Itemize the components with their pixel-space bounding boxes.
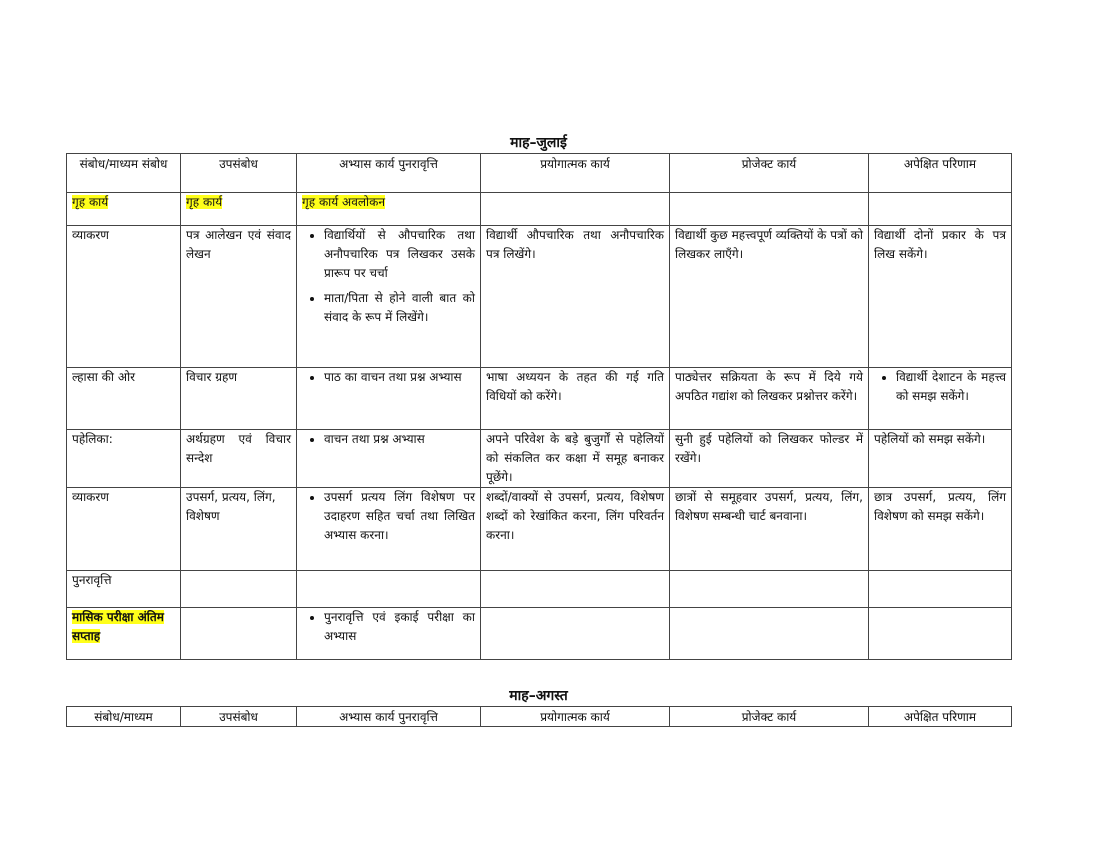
concept-cell: ल्हासा की ओर <box>67 368 181 430</box>
table-row <box>67 368 1012 430</box>
table-row <box>67 430 1012 488</box>
header-concept: संबोध/माध्यम संबोध <box>67 154 181 193</box>
header-expected-outcome: अपेक्षित परिणाम <box>869 707 1012 727</box>
practical-cell: विद्यार्थी औपचारिक तथा अनौपचारिक पत्र लिखेंगे। <box>481 226 670 368</box>
concept-cell: पुनरावृत्ति <box>67 571 181 608</box>
concept-cell: व्याकरण <box>67 488 181 571</box>
project-cell <box>670 608 869 660</box>
table-header-row <box>67 707 1012 727</box>
subconcept-cell <box>181 571 297 608</box>
table-row <box>67 571 1012 608</box>
concept-cell: व्याकरण <box>67 226 181 368</box>
practice-cell <box>297 608 481 660</box>
month-title-august: माह–अगस्त <box>509 688 568 704</box>
month-title-july: माह–जुलाई <box>510 135 567 151</box>
concept-cell: गृह कार्य <box>67 193 181 226</box>
header-practice-revision: अभ्यास कार्य पुनरावृत्ति <box>297 707 481 727</box>
practice-cell <box>297 430 481 488</box>
project-cell: सुनी हुई पहेलियों को लिखकर फोल्डर में रखेंगे। <box>670 430 869 488</box>
outcome-cell <box>869 571 1012 608</box>
table-row <box>67 488 1012 571</box>
outcome-cell: पहेलियों को समझ सकेंगे। <box>869 430 1012 488</box>
header-practice-revision: अभ्यास कार्य पुनरावृत्ति <box>297 154 481 193</box>
header-expected-outcome: अपेक्षित परिणाम <box>869 154 1012 193</box>
subconcept-cell: विचार ग्रहण <box>181 368 297 430</box>
header-project-work: प्रोजेक्ट कार्य <box>670 154 869 193</box>
table-row <box>67 226 1012 368</box>
outcome-cell: छात्र उपसर्ग, प्रत्यय, लिंग विशेषण को समझ सकेंगे। <box>869 488 1012 571</box>
list-item: • पाठ का वाचन तथा प्रश्न अभ्यास <box>324 368 475 387</box>
table-header-row <box>67 154 1012 193</box>
project-cell: विद्यार्थी कुछ महत्त्वपूर्ण व्यक्तियों के पत्रों को लिखकर लाएँगे। <box>670 226 869 368</box>
list-item: • विद्यार्थियों से औपचारिक तथा अनौपचारिक पत्र लिखकर उसके प्रारूप पर चर्चा <box>324 226 475 283</box>
practical-cell: अपने परिवेश के बड़े बुजुर्गों से पहेलियों को संकलित कर कक्षा में समूह बनाकर पूछेंगे। <box>481 430 670 488</box>
practice-cell: गृह कार्य अवलोकन <box>297 193 481 226</box>
practice-cell <box>297 368 481 430</box>
header-project-work: प्रोजेक्ट कार्य <box>670 707 869 727</box>
practical-cell <box>481 571 670 608</box>
practical-cell: भाषा अध्ययन के तहत की गई गति विधियों को करेंगे। <box>481 368 670 430</box>
outcome-cell <box>869 193 1012 226</box>
list-item: • वाचन तथा प्रश्न अभ्यास <box>324 430 475 449</box>
table-row <box>67 193 1012 226</box>
practice-cell <box>297 226 481 368</box>
project-cell <box>670 571 869 608</box>
project-cell <box>670 193 869 226</box>
project-cell: छात्रों से समूहवार उपसर्ग, प्रत्यय, लिंग, विशेषण सम्बन्धी चार्ट बनवाना। <box>670 488 869 571</box>
practical-cell: शब्दों/वाक्यों से उपसर्ग, प्रत्यय, विशेषण शब्दों को रेखांकित करना, लिंग परिवर्तन करना। <box>481 488 670 571</box>
outcome-cell: विद्यार्थी दोनों प्रकार के पत्र लिख सकेंगे। <box>869 226 1012 368</box>
subconcept-cell: गृह कार्य <box>181 193 297 226</box>
list-item: • पुनरावृत्ति एवं इकाई परीक्षा का अभ्यास <box>324 608 475 646</box>
header-subconcept: उपसंबोध <box>181 154 297 193</box>
outcome-cell <box>869 608 1012 660</box>
list-item: • विद्यार्थी देशाटन के महत्त्व को समझ सकेंगे। <box>896 368 1006 406</box>
practical-cell <box>481 608 670 660</box>
concept-cell: पहेलिका: <box>67 430 181 488</box>
august-plan-table <box>66 706 1012 727</box>
header-practical-work: प्रयोगात्मक कार्य <box>481 154 670 193</box>
list-item: • उपसर्ग प्रत्यय लिंग विशेषण पर उदाहरण सहित चर्चा तथा लिखित अभ्यास करना। <box>324 488 475 545</box>
outcome-cell <box>869 368 1012 430</box>
monthly-exam-label: मासिक परीक्षा अंतिम सप्ताह <box>72 610 164 643</box>
concept-cell <box>67 608 181 660</box>
subconcept-cell <box>181 608 297 660</box>
practical-cell <box>481 193 670 226</box>
table-row <box>67 608 1012 660</box>
july-plan-table <box>66 153 1012 660</box>
list-item: • माता/पिता से होने वाली बात को संवाद के रूप में लिखेंगे। <box>324 289 475 327</box>
subconcept-cell: पत्र आलेखन एवं संवाद लेखन <box>181 226 297 368</box>
header-concept: संबोध/माध्यम <box>67 707 181 727</box>
header-subconcept: उपसंबोध <box>181 707 297 727</box>
subconcept-cell: उपसर्ग, प्रत्यय, लिंग, विशेषण <box>181 488 297 571</box>
practice-cell <box>297 488 481 571</box>
subconcept-cell: अर्थग्रहण एवं विचार सन्देश <box>181 430 297 488</box>
header-practical-work: प्रयोगात्मक कार्य <box>481 707 670 727</box>
practice-cell <box>297 571 481 608</box>
project-cell: पाठ्येत्तर सक्रियता के रूप में दिये गये अपठित गद्यांश को लिखकर प्रश्नोत्तर करेंगे। <box>670 368 869 430</box>
